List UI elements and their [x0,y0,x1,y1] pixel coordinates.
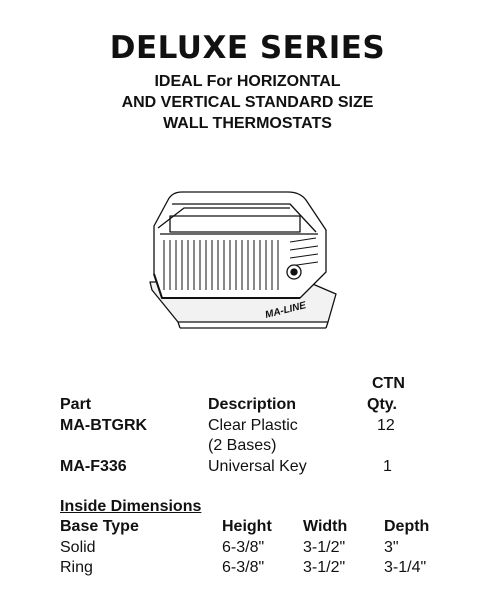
height-cell: 6-3/8" [222,559,265,576]
ctn-header-line-1: CTN [372,375,405,392]
height-cell: 6-3/8" [222,539,265,556]
part-header: Part [60,396,92,413]
subtitle-line-2: AND VERTICAL STANDARD SIZE [121,94,374,111]
base-type-cell: Ring [60,559,93,576]
width-header: Width [303,518,348,535]
inside-dimensions-heading: Inside Dimensions [60,498,202,515]
width-cell: 3-1/2" [303,559,346,576]
depth-cell: 3" [384,539,399,556]
part-description: Clear Plastic [208,417,298,434]
subtitle-line-3: WALL THERMOSTATS [163,115,332,132]
width-cell: 3-1/2" [303,539,346,556]
description-header: Description [208,396,297,413]
base-type-header: Base Type [60,518,139,535]
subtitle-line-1: IDEAL For HORIZONTAL [154,73,341,90]
part-qty: 1 [383,458,392,475]
part-number: MA-BTGRK [60,417,148,434]
depth-header: Depth [384,518,430,535]
height-header: Height [222,518,272,535]
part-qty: 12 [377,417,395,434]
page-title: DELUXE SERIES [109,30,386,66]
base-type-cell: Solid [60,539,96,556]
part-description-line-2: (2 Bases) [208,437,277,454]
thermostat-guard-icon [140,186,340,336]
depth-cell: 3-1/4" [384,559,427,576]
part-number: MA-F336 [60,458,127,475]
svg-text:MA-LINE: MA-LINE [264,300,308,321]
part-description: Universal Key [208,458,307,475]
ctn-header-line-2: Qty. [367,396,397,413]
